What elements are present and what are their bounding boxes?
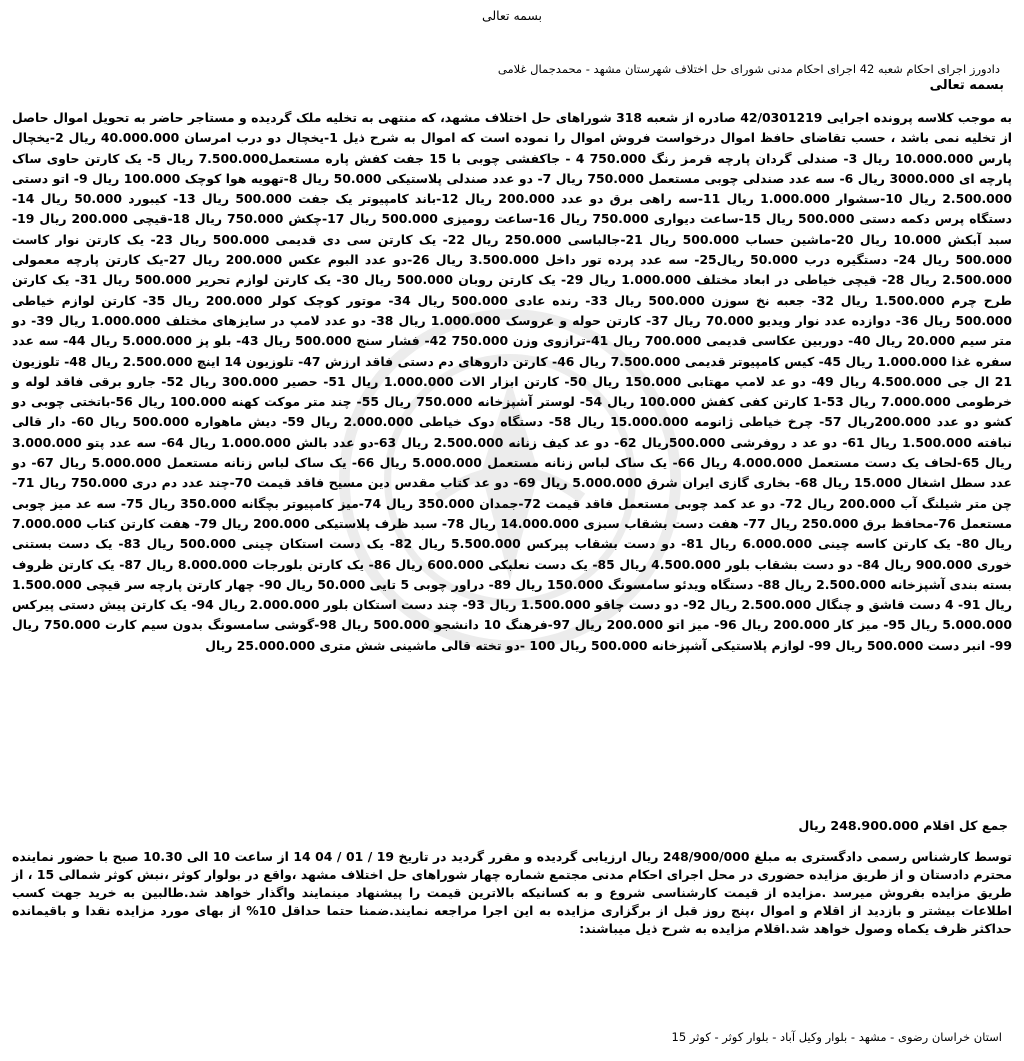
sub-heading: بسمه تعالی	[929, 78, 1004, 93]
notice-body	[12, 108, 1012, 656]
sender-line: دادورز اجرای احکام شعبه 42 اجرای احکام مدنی شورای حل اختلاف شهرستان مشهد - محمدجمال غلامی	[497, 62, 1000, 76]
footer-address: استان خراسان رضوی - مشهد - بلوار وکیل آباد - بلوار کوثر - کوثر 15	[671, 1030, 1002, 1044]
document-heading: بسمه تعالی	[481, 8, 543, 23]
total-line: جمع کل اقلام 248.900.000 ریال	[798, 818, 1008, 833]
auction-paragraph: توسط کارشناس رسمی دادگستری به مبلغ 248/900/000 ریال ارزیابی گردیده و مقرر گردید در تاریخ 19 / 01 / 04 14 از ساعت 10 الی 10.30 صبح با حضور نماینده محترم دادستان و از طریق مزایده حضوری در محل اجرای احکام مدنی مجتمع شماره چهار شوراهای حل اختلاف مشهد ،واقع در بولوار کوثر ،نبش کوثر شمالی 15 ، از طریق مزایده بفروش میرسد .مزایده از قیمت کارشناسی شروع و به کسانیکه بالاترین قیمت را پیشنهاد مینمایند واگذار خواهد شد.طالبین به خرید جهت کسب اطلاعات بیشتر و بازدید از اقلام و اموال ،پنج روز قبل از برگزاری مزایده به این اجرا مراجعه نمایند.ضمنا حتما حداقل 10% از بهای مورد مزایده نقدا و باقیمانده حداکثر ظرف یکماه وصول خواهد شد.اقلام مزایده به شرح ذیل میباشند:	[12, 849, 1013, 936]
notice-paragraph: به موجب کلاسه پرونده اجرایی 42/0301219 صادره از شعبه 318 شوراهای حل اختلاف مشهد، که منتهی به تخلیه ملک گردیده و مستاجر حاضر به تحویل اموال حاصل از تخلیه نمی باشد ، حسب تقاضای حافظ اموال درخواست فروش اموال را نموده است که اموال به شرح ذیل 1-یخچال دو درب امرسان 40.000.000 ریال 2-یخچال پارس 10.000.000 ریال 3- صندلی گردان پارچه قرمز رنگ 750.000 4 - جاکفشی چوبی با 15 جفت کفش پاره مستعمل7.500.000 ریال 5- یک کارتن حاوی ساک پارچه ای 3000.000 ریال 6- سه عدد صندلی چوبی مستعمل 750.000 ریال 7- دو عدد صندلی پلاستیکی 50.000 ریال 8-تهویه هوا کوچک 100.000 ریال 9- اتو دستی 2.500.000 ریال 10-سشوار 1.000.000 ریال 11-سه راهی برق دو عدد 200.000 ریال 12-باند کامپیوتر یک جفت 500.000 ریال 13- کیبورد 50.000 ریال 14- دستگاه پرس دکمه دستی 500.000 ریال 15-ساعت دیواری 750.000 ریال 16-ساعت رومیزی 500.000 ریال 17-چکش 750.000 ریال 18-قیچی 200.000 ریال 19- سبد آبکش 10.000 ریال 20-ماشین حساب 500.000 ریال 21-جالباسی 250.000 ریال 22- یک کارتن سی دی قدیمی 500.000 ریال 23- یک کارتن نوار کاست 500.000 ریال 24- دستگیره درب 50.000 ریال25- سه عدد پرده تور داخل 3.500.000 ریال 26-دو عدد البوم عکس 200.000 ریال 27-یک کارتن پارچه معمولی 2.500.000 ریال 28- قیچی خیاطی در ابعاد مختلف 1.000.000 ریال 29- یک کارتن روبان 500.000 ریال 30- یک کارتن لوازم تحریر 500.000 ریال 31- یک کارتن طرح چرم 1.500.000 ریال 32- جعبه نخ سوزن 500.000 ریال 33- رنده عادی 500.000 ریال 34- موتور کوچک کولر 200.000 ریال 35- کارتن لوازم خیاطی 500.000 ریال 36- دوازده عدد نوار ویدیو 70.000 ریال 37- کارتن حوله و عروسک 1.000.000 ریال 38- دو عدد لامپ در سایزهای مختلف 1.000.000 ریال 39- دو متر سیم 20.000 ریال 40- دوربین عکاسی قدیمی 700.000 ریال 41-ترازوی وزن 750.000 42- فشار سنج 500.000 ریال 43- بلو پز 5.000.000 ریال 44- سه عدد سفره غذا 1.000.000 ریال 45- کیس کامپیوتر قدیمی 7.500.000 ریال 46- کارتن داروهای دم دستی فاقد ارزش 47- تلوزیون 14 اینچ 2.500.000 ریال 48- تلوزیون 21 ال جی 4.500.000 ریال 49- دو عد لامپ مهتابی 150.000 ریال 50- کارتن ابزار الات 1.000.000 ریال 51- حصیر 300.000 ریال 52- جارو برقی فاقد لوله و خرطومی 7.000.000 ریال 53-1 کارتن کفی کفش 100.000 ریال 54- لوستر آشپزخانه 750.000 ریال 55- چند متر موکت کهنه 100.000 ریال 56-باتختی چوبی دو کشو دو عدد 200.000ریال 57- چرخ خیاطی ژانومه 15.000.000 ریال 58- دستگاه دوک خیاطی 2.000.000 ریال 59- دیش ماهواره 500.000 ریال 60- دار قالی نبافته 1.500.000 ریال 61- دو عد د روفرشی 500.000ریال 62- دو عد کیف زنانه 2.500.000 ریال 63-دو عدد بالش 1.000.000 ریال 64- سه عدد پتو 3.000.000 ریال 65-لحاف یک دست مستعمل 4.000.000 ریال 66- یک ساک لباس زنانه مستعمل 5.000.000 ریال 66- یک ساک لباس زنانه مستعمل 5.000.000 ریال 67- دو عدد سطل اشغال 15.000 ریال 68- بخاری گازی ایران شرق 5.000.000 ریال 69- دو عد کتاب مقدس دین مسیح فاقد قیمت 70-چند عدد دم دری 750.000 ریال 71- چن متر شیلنگ آب 200.000 ریال 72- دو عد کمد چوبی مستعمل فاقد قیمت 72-جمدان 350.000 ریال 74-میز کامپیوتر بچگانه 350.000 ریال 75- سه عد میز چوبی مستعمل 76-محافظ برق 250.000 ریال 77- هفت دست بشقاب سبزی 14.000.000 ریال 78- سبد ظرف پلاستیکی 200.000 ریال 79- هفت کارتن کتاب 7.000.000 ریال 80- یک کارتن کاسه چینی 6.000.000 ریال 81- دو دست بشقاب پیرکس 5.500.000 ریال 82- یک دست استکان چینی 500.000 ریال 83- یک دست بستنی خوری 900.000 ریال 84- دو دست بشقاب بلور 4.500.000 ریال 85- یک دست نعلبکی 600.000 ریال 86- یک کارتن بلورجات 8.000.000 ریال 87- یک کارتن ظروف بسته بندی آشپزخانه 2.500.000 ریال 88- دستگاه ویدئو سامسونگ 150.000 ریال 89- دراور چوبی 5 تایی 50.000 ریال 90- چهار کارتن پارچه سر قیچی 1.500.000 ریال 91- 4 دست قاشق و چنگال 2.500.000 ریال 92- دو دست چاقو 1.500.000 ریال 93- چند دست استکان بلور 2.000.000 ریال 94- یک کارتن پیش دستی پیرکس 5.000.000 ریال 95- میز کار 200.000 ریال 96- میز اتو 200.000 ریال 97-فرهنگ 10 دانشجو 500.000 ریال 98-گوشی سامسونگ بدون سیم کارت 750.000 ریال 99- انبر دست 500.000 ریال 99- لوازم پلاستیکی آشپزخانه 500.000 ریال 100 -دو تخته قالی ماشینی شش متری 25.000.000 ریال	[12, 110, 1013, 653]
